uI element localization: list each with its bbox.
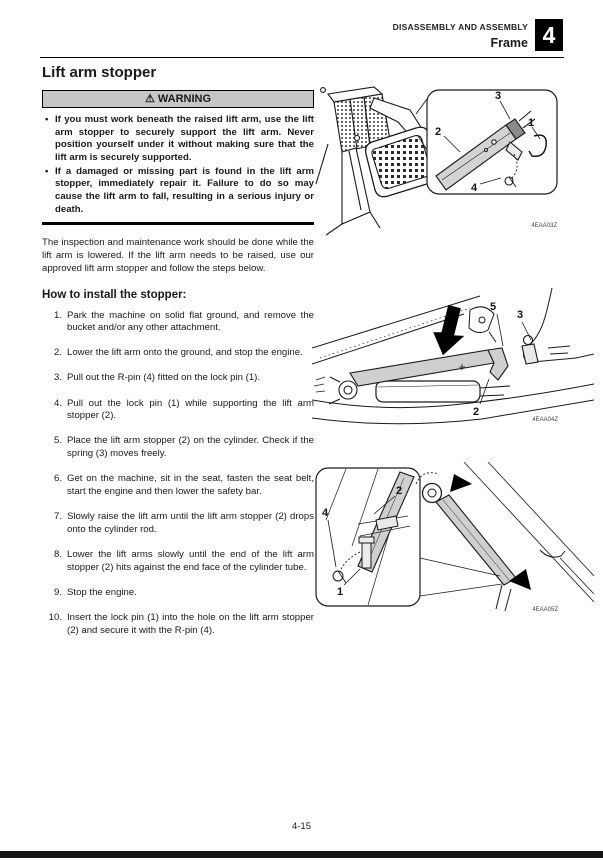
step-text: Lower the lift arms slowly until the end of the lift arm stopper (2) hits against the end face of the cylinder tube.	[67, 548, 314, 573]
cylinder-and-stopper	[314, 336, 538, 405]
step-number: 8.	[53, 548, 62, 560]
step-item	[42, 372, 314, 385]
warning-bullet-list	[42, 114, 314, 216]
step-number: 9.	[53, 586, 62, 598]
figure1-drawing	[312, 84, 594, 236]
stopper-installed-view	[416, 462, 594, 611]
step-item	[42, 549, 314, 574]
header-divider	[40, 57, 564, 58]
step-text: Insert the lock pin (1) into the hole on the lift arm stopper (2) and secure it with the R-pin (4).	[67, 611, 314, 636]
step-item	[42, 511, 314, 536]
track-loader-machine	[316, 87, 442, 235]
warning-bullet: • If you must work beneath the raised lift arm, use the lift arm stopper to securely support the lift arm. Never position yourself under it without making sure that the lift arm is securely supported.	[55, 114, 314, 165]
callout-label-2: 2	[396, 485, 403, 497]
header-section-title: DISASSEMBLY AND ASSEMBLY	[392, 22, 528, 32]
pointer-triangle-icon	[509, 569, 531, 590]
step-text: Get on the machine, sit in the seat, fasten the seat belt, start the engine and then lower the safety bar.	[67, 473, 314, 497]
step-text: Pull out the lock pin (1) while supporting the lift arm stopper (2).	[67, 397, 314, 422]
step-number: 6.	[53, 473, 62, 485]
header-text	[393, 19, 528, 50]
step-number: 4.	[53, 397, 62, 409]
chapter-number-badge: 4	[535, 19, 563, 51]
figure1-caption: 4EAA03Z	[531, 223, 557, 229]
callout-label-1: 1	[528, 117, 535, 129]
figure2-drawing	[312, 288, 594, 425]
step-item	[42, 612, 314, 637]
down-arrow-icon	[428, 303, 470, 359]
step-item	[42, 435, 314, 460]
pointer-triangle-icon	[450, 474, 472, 492]
page-header	[393, 19, 563, 51]
callout-label-5: 5	[490, 301, 497, 313]
figure3-caption: 4EAA05Z	[532, 607, 558, 613]
figure-lock-pin-detail	[312, 462, 594, 619]
step-text: Lower the lift arm onto the ground, and stop the engine.	[67, 347, 303, 359]
step-text: Pull out the R-pin (4) fitted on the lock pin (1).	[67, 372, 261, 384]
figure2-caption: 4EAA04Z	[532, 417, 558, 423]
callout-label-3: 3	[495, 90, 502, 102]
figure-stopper-on-cylinder	[312, 288, 594, 430]
page-bottom-edge	[0, 851, 603, 858]
intro-paragraph: The inspection and maintenance work should be done while the lift arm is lowered. If the lift arm needs to be raised, use our approved lift arm stopper and follow the steps below.	[42, 237, 314, 274]
step-item	[42, 398, 314, 423]
step-number: 2.	[53, 347, 62, 359]
text-column	[42, 64, 314, 650]
callout-label-4: 4	[471, 182, 478, 194]
warning-box	[42, 90, 314, 225]
figure-stopper-location	[312, 84, 594, 241]
step-text: Place the lift arm stopper (2) on the cylinder. Check if the spring (3) moves freely.	[67, 435, 314, 460]
step-item	[42, 473, 314, 498]
step-text: Stop the engine.	[67, 586, 137, 598]
step-item	[42, 310, 314, 335]
warning-triangle-icon: ⚠	[144, 93, 155, 105]
callout-label-2: 2	[435, 126, 442, 138]
callout-label-3: 3	[517, 309, 524, 321]
figure3-drawing	[312, 462, 594, 614]
header-chapter-title: Frame	[490, 36, 528, 50]
callout-label-2: 2	[473, 406, 480, 418]
callout-label-1: 1	[337, 586, 344, 598]
callout-label-4: 4	[322, 507, 329, 519]
step-item	[42, 587, 314, 600]
step-text: Park the machine on solid flat ground, and remove the bucket and/or any other attachment.	[67, 309, 314, 334]
step-number: 7.	[53, 511, 62, 523]
step-number: 10.	[48, 611, 62, 623]
step-number: 5.	[53, 435, 62, 447]
warning-bullet: • If a damaged or missing part is found in the lift arm stopper, immediately repair it. Failure to do so may cause the lift arm to fall, resulting in a serious injury or death.	[55, 166, 314, 217]
page-number: 4-15	[291, 821, 311, 832]
step-number: 1.	[53, 309, 62, 321]
page-title: Lift arm stopper	[42, 64, 157, 81]
warning-label: WARNING	[157, 93, 212, 105]
warning-header	[42, 90, 314, 108]
step-number: 3.	[53, 372, 62, 384]
step-text: Slowly raise the lift arm until the lift arm stopper (2) drops onto the cylinder rod.	[67, 511, 314, 535]
howto-heading: How to install the stopper:	[42, 288, 187, 301]
step-item	[42, 347, 314, 360]
